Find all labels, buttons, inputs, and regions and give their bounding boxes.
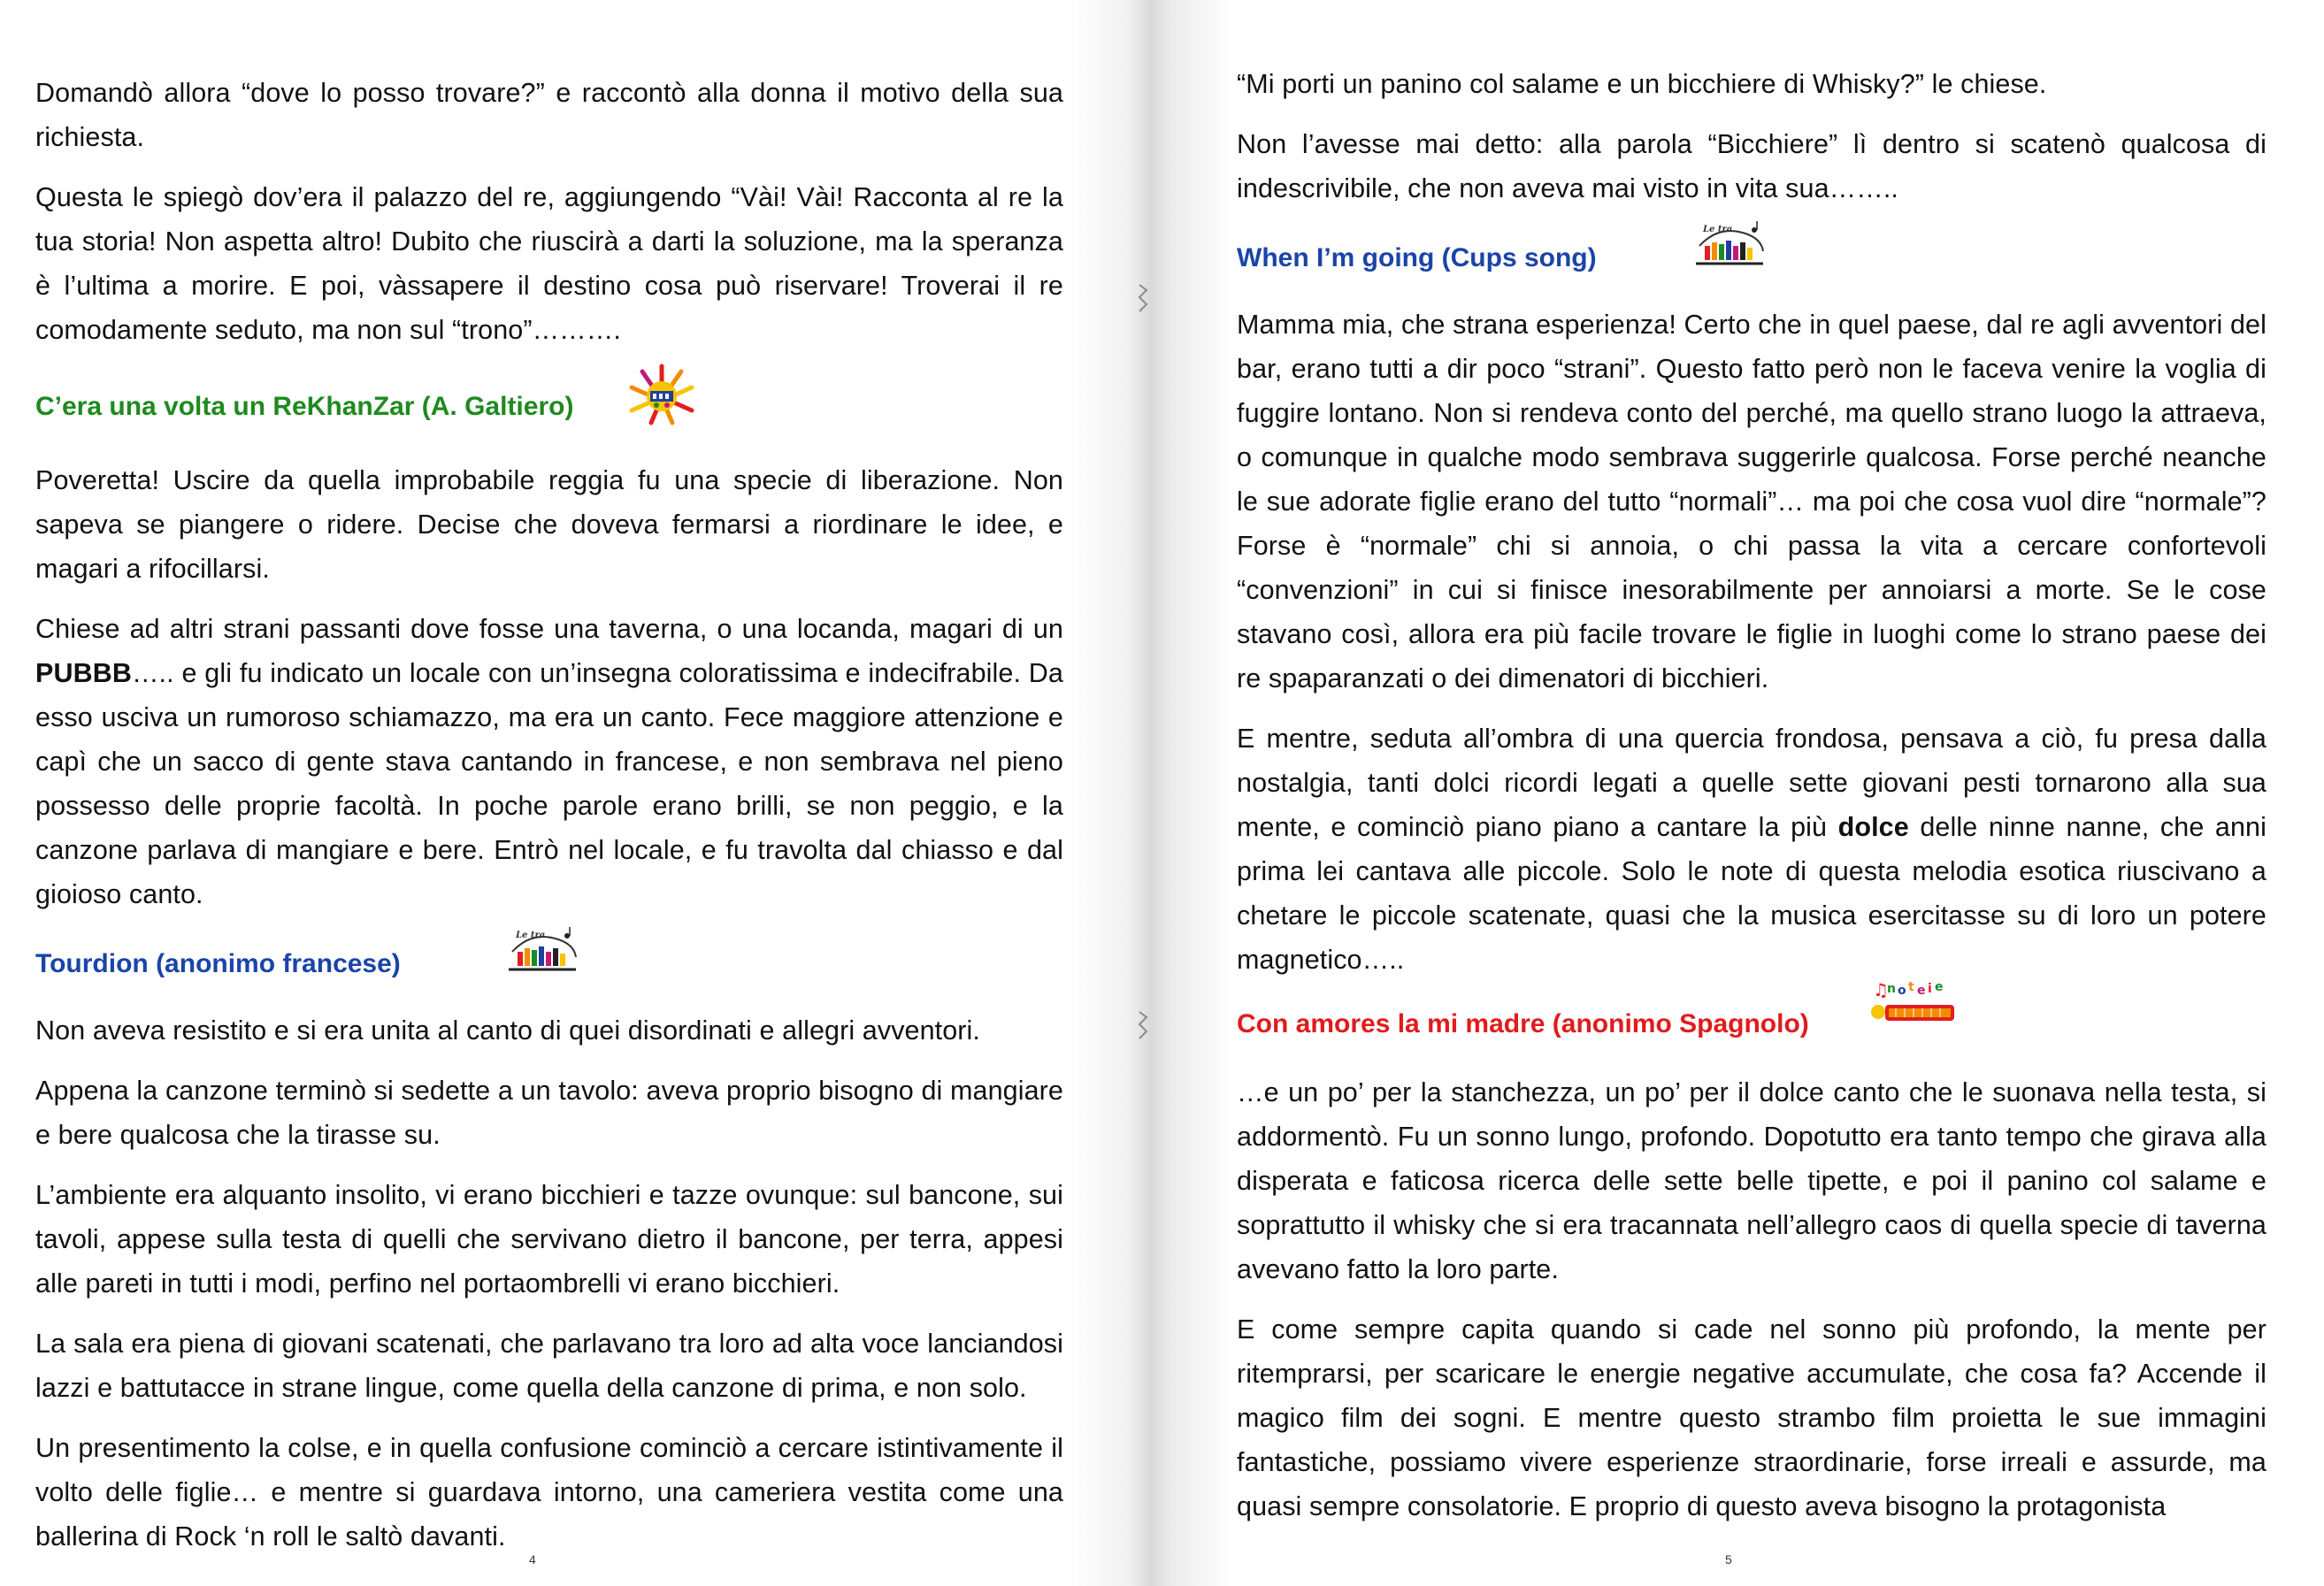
svg-text:t: t — [1907, 980, 1914, 994]
svg-text:♫: ♫ — [1872, 979, 1889, 1000]
staple-icon — [1134, 1008, 1154, 1044]
paragraph: …e un po’ per la stanchezza, un po’ per il dolce canto che le suonava nella testa, si addormentò. Fu un sonno lungo, profondo. Dopotutto era tanto tempo che girava alla disperata e faticosa ricerca delle sette belle tipette, e poi il panino col salame e soprattutto il whisky che si era tracannata nell’allegro caos di quella specie di taverna avevano fatto la loro parte. — [1237, 1077, 2266, 1284]
heading-text: Tourdion (anonimo francese) — [35, 949, 401, 978]
paragraph — [35, 607, 1063, 916]
right-text-column — [1237, 62, 2266, 1529]
svg-text:e: e — [1934, 980, 1944, 994]
paragraph — [1237, 716, 2266, 982]
text-run: Chiese ad altri strani passanti dove fosse una taverna, o una locanda, magari di un — [35, 614, 1063, 644]
song-heading-con-amores — [1237, 979, 2266, 1058]
paragraph: Questa le spiegò dov’era il palazzo del re, aggiungendo “Vài! Vài! Racconta al re la tua storia! Non aspetta altro! Dubito che riuscirà a darti la soluzione, ma la speranza è l’ultima a morire. E poi, vàssapere il destino cosa può riservare! Troverai il re comodamente seduto, ma non sul “trono”………. — [35, 182, 1063, 345]
song-heading-rekhanzar — [35, 368, 1063, 446]
rekhanzar-sun-logo-icon — [626, 363, 697, 441]
paragraph: Domandò allora “dove lo posso trovare?” e raccontò alla donna il motivo della sua richiesta. — [35, 78, 1063, 152]
text-run: ….. e gli fu indicato un locale con un’insegna coloratissima e indecifrabile. Da esso usciva un rumoroso schiamazzo, ma era un canto. Fece maggiore attenzione e capì che un sacco di gente stava cantando in francese, e non sembrava nel pieno possesso delle proprie facoltà. In poche parole erano brilli, se non peggio, e la canzone parlava di mangiare e bere. Entrò nel locale, e fu travolta dal chiasso e dal gioioso canto. — [35, 658, 1063, 909]
paragraph: Un presentimento la colse, e in quella confusione cominciò a cercare istintivamente il volto delle figlie… e mentre si guardava intorno, una cameriera vestita come una ballerina di Rock ‘n roll le saltò davanti. — [35, 1433, 1063, 1552]
la-una-la-otra-music-logo-icon — [1692, 219, 1768, 283]
bold-word: dolce — [1837, 812, 1909, 842]
page-number-left: 4 — [529, 1552, 536, 1567]
paragraph: “Mi porti un panino col salame e un bicchiere di Whisky?” le chiese. — [1237, 69, 2047, 99]
svg-text:Le tra: Le tra — [515, 931, 546, 940]
text-run: delle ninne nanne, che anni prima lei cantava alle piccole. Solo le note di questa melodia esotica riuscivano a chetare le piccole scatenate, quasi che la musica esercitasse su di loro un potere magnetico….. — [1237, 812, 2266, 975]
heading-text: C’era una volta un ReKhanZar (A. Galtiero) — [35, 392, 574, 421]
svg-text:e: e — [1916, 984, 1926, 998]
text-run: E mentre, seduta all’ombra di una quercia frondosa, pensava a ciò, fu presa dalla nostalgia, tanti dolci ricordi legati a quelle sette giovani pesti tornarono alla sua mente, e cominciò piano piano a cantare la più — [1237, 724, 2266, 842]
svg-text:Le tra: Le tra — [1702, 225, 1732, 234]
page-number-right: 5 — [1725, 1552, 1732, 1567]
svg-text:o: o — [1897, 984, 1906, 998]
la-una-la-otra-music-logo-icon — [505, 925, 581, 989]
paragraph: Mamma mia, che strana esperienza! Certo che in quel paese, dal re agli avventori del bar, erano tutti a dir poco “strani”. Questo fatto però non le faceva venire la voglia di fuggire lontano. Non si rendeva conto del perché, ma quello strano luogo la attraeva, o comunque in qualche modo sembrava suggerirle qualcosa. Forse perché neanche le sue adorate figlie erano del tutto “normali”… ma poi che cosa vuol dire “normale”? Forse è “normale” chi si annoia, o chi passa la vita a cercare confortevoli “convenzioni” in cui si finisce inesorabilmente per annoiarsi a morte. Se le cose stavano così, allora era più facile trovare le figlie in luoghi come lo strano paese dei re spaparanzati o dei dimenatori di bicchieri. — [1237, 310, 2266, 693]
song-heading-cups-song — [1237, 226, 2266, 290]
left-text-column — [35, 71, 1063, 1559]
heading-text: Con amores la mi madre (anonimo Spagnolo) — [1237, 1009, 1809, 1038]
paragraph: L’ambiente era alquanto insolito, vi erano bicchieri e tazze ovunque: sul bancone, sui tavoli, appese sulla testa di quelli che servivano dietro il bancone, per terra, appesi alle pareti in tutti i modi, perfino nel portaombrelli vi erano bicchieri. — [35, 1180, 1063, 1299]
right-page — [1194, 0, 2324, 1586]
svg-text:i: i — [1927, 982, 1932, 996]
bold-word: PUBBB — [35, 658, 132, 688]
paragraph: Non l’avesse mai detto: alla parola “Bicchiere” lì dentro si scatenò qualcosa di indescrivibile, che non aveva mai visto in vita sua…….. — [1237, 129, 2266, 203]
paragraph: Poveretta! Uscire da quella improbabile reggia fu una specie di liberazione. Non sapeva se piangere o ridere. Decise che doveva fermarsi a riordinare le idee, e magari a rifocillarsi. — [35, 465, 1063, 584]
paragraph: Non aveva resistito e si era unita al canto di quei disordinati e allegri avventori. — [35, 1015, 981, 1046]
armoniche-logo-icon — [1869, 977, 1958, 1044]
left-page — [0, 0, 1141, 1586]
staple-icon — [1134, 281, 1154, 317]
svg-text:n: n — [1886, 982, 1896, 996]
paragraph: Appena la canzone terminò si sedette a un tavolo: aveva proprio bisogno di mangiare e bere qualcosa che la tirasse su. — [35, 1076, 1063, 1150]
paragraph: La sala era piena di giovani scatenati, che parlavano tra loro ad alta voce lanciandosi lazzi e battutacce in strane lingue, come quella della canzone di prima, e non solo. — [35, 1329, 1063, 1403]
heading-text: When I’m going (Cups song) — [1237, 243, 1597, 272]
song-heading-tourdion — [35, 932, 1063, 996]
paragraph: E come sempre capita quando si cade nel sonno più profondo, la mente per ritemprarsi, per scaricare le energie negative accumulate, che cosa fa? Accende il magico film dei sogni. E mentre questo strambo film proietta le sue immagini fantastiche, possiamo vivere esperienze straordinarie, forse irreali e assurde, ma quasi sempre consolatorie. E proprio di questo aveva bisogno la protagonista — [1237, 1314, 2266, 1521]
